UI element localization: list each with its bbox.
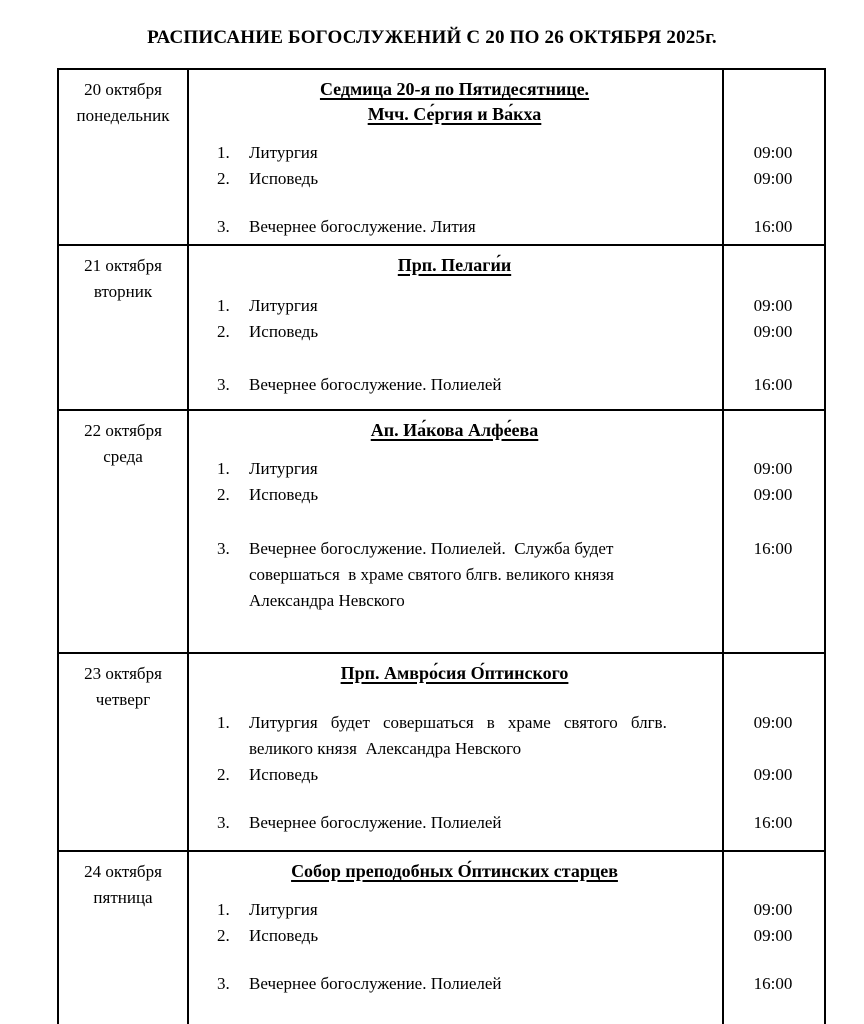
service-number: 2. (217, 485, 230, 504)
table-row (59, 70, 824, 246)
service-time: 16:00 (753, 974, 793, 993)
service-text: Исповедь (249, 322, 319, 341)
service-text: Исповедь (249, 485, 319, 504)
table-row (59, 852, 824, 1024)
date-cell (59, 411, 187, 652)
service-item (187, 536, 824, 614)
service-item (187, 482, 824, 508)
service-list (187, 456, 824, 614)
feast-heading (187, 418, 722, 443)
table-row (59, 654, 824, 852)
row-body (187, 852, 824, 1024)
service-time: 09:00 (753, 900, 793, 919)
service-item (187, 456, 824, 482)
service-number: 1. (217, 713, 230, 732)
feast-heading (187, 661, 722, 686)
service-time: 09:00 (753, 459, 793, 478)
service-number: 1. (217, 459, 230, 478)
service-number: 1. (217, 143, 230, 162)
feast-heading-text: Прп. Пелаги́и (397, 255, 512, 275)
service-text: Вечернее богослужение. Полиелей (249, 813, 502, 832)
date-text: 24 октября (84, 862, 162, 881)
date-cell (59, 246, 187, 409)
service-time: 16:00 (753, 217, 793, 236)
service-number: 2. (217, 322, 230, 341)
date-cell (59, 70, 187, 244)
feast-heading-text: Ап. Иа́кова Алфе́ева (370, 420, 539, 440)
service-text: Вечернее богослужение. Полиелей (249, 375, 502, 394)
service-text-line: Литургия будет совершаться в храме святого блгв. (249, 713, 667, 732)
date-text: 22 октября (84, 421, 162, 440)
table-row (59, 246, 824, 411)
weekday-text: пятница (93, 888, 153, 907)
service-text: Литургия будет совершаться в храме святого блгв. великого князя Александра Невского (249, 713, 667, 758)
row-body (187, 246, 824, 409)
service-time: 09:00 (753, 169, 793, 188)
service-text: Исповедь (249, 169, 319, 188)
table-row (59, 411, 824, 654)
weekday-text: вторник (93, 282, 153, 301)
feast-heading-line (187, 102, 722, 127)
service-item (187, 971, 824, 997)
row-body (187, 70, 824, 244)
service-item (187, 372, 824, 398)
service-text: Исповедь (249, 926, 319, 945)
service-item (187, 923, 824, 949)
date-cell (59, 654, 187, 850)
service-text: Вечернее богослужение. Полиелей (249, 974, 502, 993)
service-text: Литургия (249, 296, 318, 315)
feast-heading (187, 253, 722, 278)
service-item (187, 897, 824, 923)
service-time: 16:00 (753, 813, 793, 832)
service-text: Литургия (249, 143, 318, 162)
date-cell (59, 852, 187, 1024)
weekday-text: четверг (95, 690, 151, 709)
page-title: РАСПИСАНИЕ БОГОСЛУЖЕНИЙ С 20 ПО 26 ОКТЯБРЯ 2025г. (147, 27, 717, 48)
service-list (187, 710, 824, 836)
service-number: 3. (217, 375, 230, 394)
date-text: 20 октября (84, 80, 162, 99)
date-text: 23 октября (84, 664, 162, 683)
feast-heading-text: Прп. Амвро́сия О́птинского (340, 663, 569, 683)
service-item (187, 140, 824, 166)
feast-heading-text: Собор преподобных О́птинских старцев (291, 861, 618, 881)
service-text: Исповедь (249, 765, 319, 784)
service-time: 16:00 (753, 539, 793, 558)
service-time: 09:00 (753, 296, 793, 315)
service-item (187, 810, 824, 836)
service-number: 2. (217, 169, 230, 188)
service-time: 09:00 (753, 765, 793, 784)
service-number: 1. (217, 296, 230, 315)
service-number: 3. (217, 539, 230, 558)
service-number: 2. (217, 926, 230, 945)
feast-heading-text: Седмица 20-я по Пятидесятнице. (319, 79, 590, 99)
service-time: 16:00 (753, 375, 793, 394)
service-time: 09:00 (753, 143, 793, 162)
feast-heading (187, 77, 722, 127)
service-number: 3. (217, 813, 230, 832)
service-text: Литургия (249, 900, 318, 919)
service-item (187, 214, 824, 240)
row-body (187, 411, 824, 652)
service-number: 3. (217, 974, 230, 993)
row-body (187, 654, 824, 850)
feast-heading-text: Мчч. Се́ргия и Ва́кха (367, 104, 542, 124)
schedule-table (57, 68, 826, 1024)
service-item (187, 166, 824, 192)
service-item (187, 710, 824, 762)
service-time: 09:00 (753, 713, 793, 732)
service-time: 09:00 (753, 926, 793, 945)
feast-heading-line (187, 77, 722, 102)
service-item (187, 762, 824, 788)
service-item (187, 319, 824, 345)
service-time: 09:00 (753, 322, 793, 341)
service-text: Литургия (249, 459, 318, 478)
feast-heading-line (187, 418, 722, 443)
service-list (187, 140, 824, 240)
service-item (187, 293, 824, 319)
date-text: 21 октября (84, 256, 162, 275)
service-time: 09:00 (753, 485, 793, 504)
service-number: 1. (217, 900, 230, 919)
weekday-text: среда (103, 447, 143, 466)
service-list (187, 293, 824, 398)
service-list (187, 897, 824, 997)
service-text: Вечернее богослужение. Лития (249, 217, 476, 236)
weekday-text: понедельник (76, 106, 170, 125)
service-number: 2. (217, 765, 230, 784)
service-number: 3. (217, 217, 230, 236)
feast-heading-line (187, 661, 722, 686)
feast-heading (187, 859, 722, 884)
service-text: Вечернее богослужение. Полиелей. Служба будет совершаться в храме святого блгв. великого князя Александра Невского (249, 539, 614, 610)
feast-heading-line (187, 253, 722, 278)
feast-heading-line (187, 859, 722, 884)
